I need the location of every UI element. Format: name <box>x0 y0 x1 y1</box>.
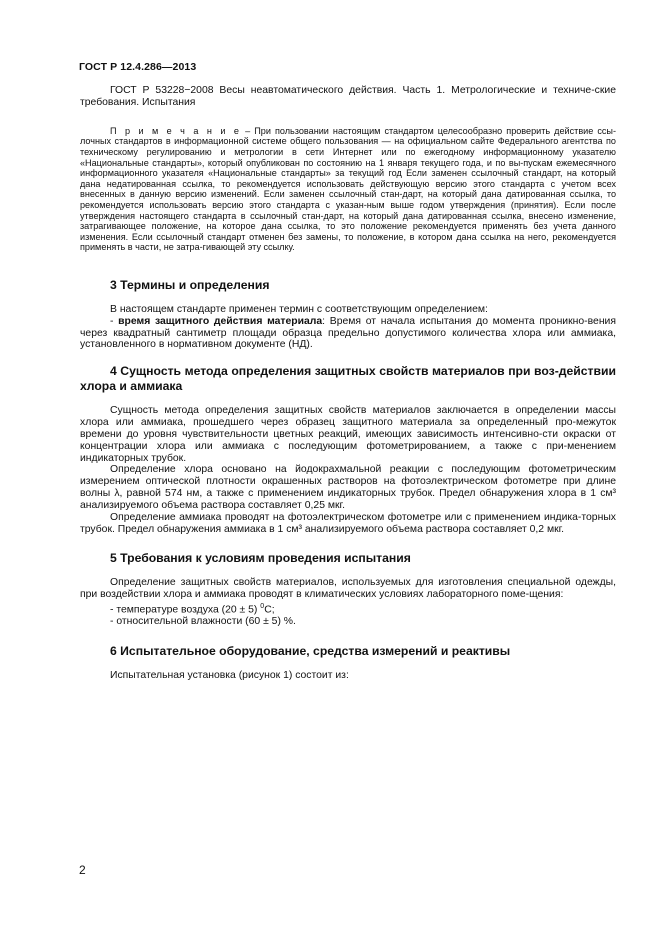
section-4-heading: 4 Сущность метода определения защитных свойств материалов при воз-действии хлора и аммиака <box>80 364 616 394</box>
section-6-heading: 6 Испытательное оборудование, средства измерений и реактивы <box>110 643 511 658</box>
term-definition: : Время от начала испытания до момента проникно-вения через квадратный сантиметр площади образца предельно допустимого количества хлора или аммиака, установленного в нормативном документе (НД). <box>80 315 616 351</box>
condition-temperature <box>80 601 616 616</box>
document-header-code: ГОСТ Р 12.4.286—2013 <box>79 61 197 73</box>
section-3-heading: 3 Термины и определения <box>110 277 270 292</box>
section-5-heading: 5 Требования к условиям проведения испытания <box>110 550 411 565</box>
section-6-paragraph-1: Испытательная установка (рисунок 1) состоит из: <box>110 669 349 681</box>
note-text: – При пользовании настоящим стандартом целесообразно проверить действие ссы-лочных стандартов в информационной системе общего пользования — на официальном сайте Федерального агентства по техническому регулированию и метрологии в сети Интернет или по ежегодному информационному указателю «Национальные стандарты», который опубликован по состоянию на 1 января текущего года, и по вы-пускам ежемесячного информационного указателя «Национальные стандарты» за текущий год Если заменен ссылочный стандарт, на который дана недатированная ссылка, то рекомендуется использовать действующую версию этого стандарта с учетом всех внесенных в данную версию изменений. Если заменен ссылочный стан-дарт, на который дана датированная ссылка, то рекомендуется использовать версию этого стандарта с указан-ным выше годом утверждения (принятия). Если после утверждения настоящего стандарта в ссылочный стан-дарт, на который дана датированная ссылка, внесено изменение, затрагивающее положение, на которое дана ссылка, то это положение рекомендуется применять без учета данного изменения. Если ссылочный стандарт отменен без замены, то положение, в котором дана ссылка на него, рекомендуется применять в части, не затра-гивающей эту ссылку. <box>80 125 616 253</box>
term-prefix: - <box>110 315 119 327</box>
condition-temperature-text: - температуре воздуха (20 ± 5) <box>110 604 261 615</box>
degree-superscript: 0 <box>260 602 265 610</box>
reference-gost-53228: ГОСТ Р 53228−2008 Весы неавтоматического действия. Часть 1. Метрологические и техниче-ские требования. Испытания <box>80 85 616 108</box>
section-4-paragraph-3: Определение аммиака проводят на фотоэлектрическом фотометре или с применением индика-торных трубок. Предел обнаружения аммиака в 1 см³ анализируемого объема раствора составляет 0,2 мкг. <box>80 512 616 536</box>
term-name: время защитного действия материала <box>118 315 323 327</box>
note-lead: П р и м е ч а н и е <box>110 125 242 136</box>
condition-temperature-unit: С; <box>264 604 275 615</box>
section-3-intro: В настоящем стандарте применен термин с соответствующим определением: <box>110 303 488 315</box>
section-4-paragraph-1: Сущность метода определения защитных свойств материалов заключается в определении массы хлора или аммиака, прошедшего через образец защитного материала за определенный про-межуток времени до уровня чувствительности цветных реакций, имеющих зависимость интенсивно-сти окраски от концентрации хлора или аммиака с последующим фотометрированием, а также с при-менением индикаторных трубок. <box>80 404 616 464</box>
section-3-term-definition <box>80 316 616 352</box>
section-5-paragraph-1: Определение защитных свойств материалов, используемых для изготовления специальной одежды, при воздействии хлора и аммиака проводят в климатических условиях лабораторного поме-щения: <box>80 576 616 600</box>
note-paragraph <box>80 126 616 253</box>
section-4-paragraph-2: Определение хлора основано на йодокрахмальной реакции с последующим фотометрическим измерением оптической плотности окрашенных растворов на фотоэлектрическом фотометре при длине волны λ, равной 574 нм, а также с применением индикаторных трубок. Предел обнаружения хлора в 1 см³ анализируемого объема раствора составляет 0,25 мкг. <box>80 464 616 512</box>
page-number: 2 <box>79 863 86 877</box>
document-body <box>80 85 616 682</box>
condition-humidity: - относительной влажности (60 ± 5) %. <box>110 615 296 627</box>
